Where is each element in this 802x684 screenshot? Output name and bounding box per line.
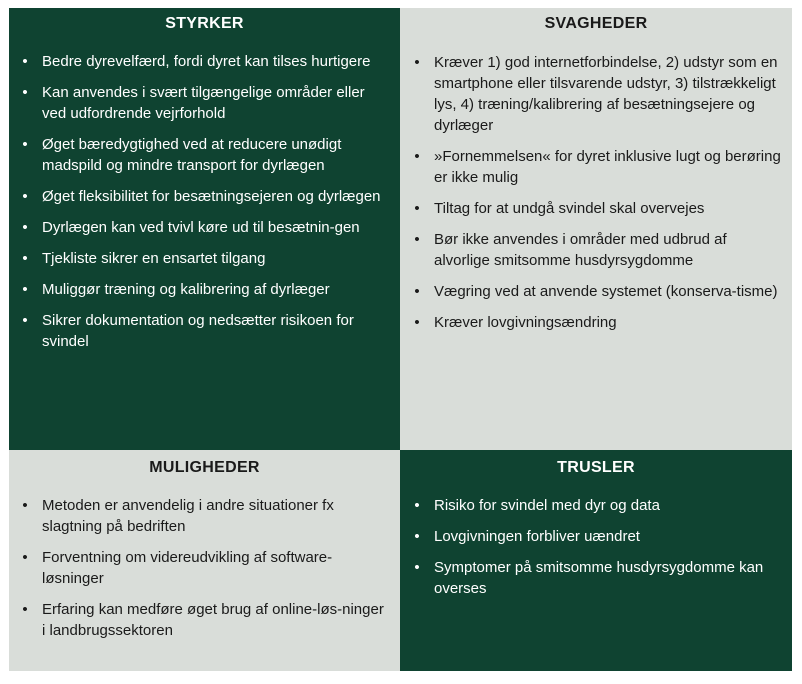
list-item <box>18 51 390 72</box>
list-item <box>410 52 782 136</box>
bullet-icon: • <box>22 219 28 236</box>
list-item <box>18 186 390 207</box>
threats-title: TRUSLER <box>557 459 635 476</box>
list-item <box>18 279 390 300</box>
list-item-text: Øget fleksibilitet for besætningsejeren og dyrlægen <box>42 188 381 205</box>
list-item-text: Kræver 1) god internetforbindelse, 2) udstyr som en smartphone eller tilsvarende udstyr, 3) tilstrækkeligt lys, 4) træning/kalibrering af besætningsejere og dyrlæger <box>434 54 778 134</box>
list-item <box>18 217 390 238</box>
list-item <box>18 495 390 537</box>
list-item-text: Bør ikke anvendes i områder med udbrud af alvorlige smitsomme husdyrsygdomme <box>434 231 727 269</box>
bullet-icon: • <box>22 188 28 205</box>
bullet-icon: • <box>22 601 28 618</box>
list-item-text: Bedre dyrevelfærd, fordi dyret kan tilses hurtigere <box>42 53 371 70</box>
list-item <box>410 229 782 271</box>
list-item <box>410 146 782 188</box>
list-item <box>410 312 782 333</box>
threats-list <box>400 478 792 599</box>
bullet-icon: • <box>414 148 420 165</box>
threats-quadrant <box>400 450 792 671</box>
list-item-text: Kræver lovgivningsændring <box>434 314 617 331</box>
list-item <box>18 134 390 176</box>
strengths-list <box>9 34 400 352</box>
strengths-quadrant <box>9 8 400 450</box>
bullet-icon: • <box>22 497 28 514</box>
bullet-icon: • <box>414 497 420 514</box>
opportunities-list <box>9 478 400 641</box>
bullet-icon: • <box>22 549 28 566</box>
opportunities-title: MULIGHEDER <box>149 459 260 476</box>
list-item <box>410 281 782 302</box>
list-item <box>410 557 782 599</box>
bullet-icon: • <box>414 528 420 545</box>
bullet-icon: • <box>22 250 28 267</box>
list-item <box>410 495 782 516</box>
bullet-icon: • <box>414 314 420 331</box>
weaknesses-title: SVAGHEDER <box>544 15 648 32</box>
swot-matrix <box>9 8 792 671</box>
bullet-icon: • <box>22 53 28 70</box>
list-item-text: Erfaring kan medføre øget brug af online-løs-ninger i landbrugssektoren <box>42 601 384 639</box>
list-item-text: »Fornemmelsen« for dyret inklusive lugt og berøring er ikke mulig <box>434 148 781 186</box>
list-item-text: Metoden er anvendelig i andre situationer fx slagtning på bedriften <box>42 497 334 535</box>
list-item-text: Vægring ved at anvende systemet (konserva-tisme) <box>434 283 778 300</box>
bullet-icon: • <box>22 136 28 153</box>
list-item-text: Sikrer dokumentation og nedsætter risikoen for svindel <box>42 312 354 350</box>
weaknesses-quadrant <box>400 8 792 450</box>
list-item-text: Risiko for svindel med dyr og data <box>434 497 660 514</box>
list-item <box>410 198 782 219</box>
bullet-icon: • <box>414 54 420 71</box>
list-item-text: Forventning om videreudvikling af software-løsninger <box>42 549 333 587</box>
list-item-text: Kan anvendes i svært tilgængelige områder eller ved udfordrende vejrforhold <box>42 84 365 122</box>
opportunities-quadrant <box>9 450 400 671</box>
list-item-text: Tjekliste sikrer en ensartet tilgang <box>42 250 266 267</box>
list-item-text: Tiltag for at undgå svindel skal overvejes <box>434 200 705 217</box>
list-item <box>18 248 390 269</box>
list-item-text: Øget bæredygtighed ved at reducere unødigt madspild og mindre transport for dyrlægen <box>42 136 342 174</box>
bullet-icon: • <box>22 84 28 101</box>
bullet-icon: • <box>414 200 420 217</box>
bullet-icon: • <box>414 559 420 576</box>
bullet-icon: • <box>414 283 420 300</box>
strengths-title: STYRKER <box>165 15 244 32</box>
list-item-text: Dyrlægen kan ved tvivl køre ud til besætnin-gen <box>42 219 360 236</box>
list-item-text: Muliggør træning og kalibrering af dyrlæger <box>42 281 330 298</box>
list-item <box>18 599 390 641</box>
list-item <box>410 526 782 547</box>
weaknesses-list <box>400 34 792 333</box>
list-item-text: Lovgivningen forbliver uændret <box>434 528 640 545</box>
list-item-text: Symptomer på smitsomme husdyrsygdomme kan overses <box>434 559 764 597</box>
bullet-icon: • <box>22 281 28 298</box>
list-item <box>18 82 390 124</box>
list-item <box>18 547 390 589</box>
list-item <box>18 310 390 352</box>
bullet-icon: • <box>414 231 420 248</box>
bullet-icon: • <box>22 312 28 329</box>
